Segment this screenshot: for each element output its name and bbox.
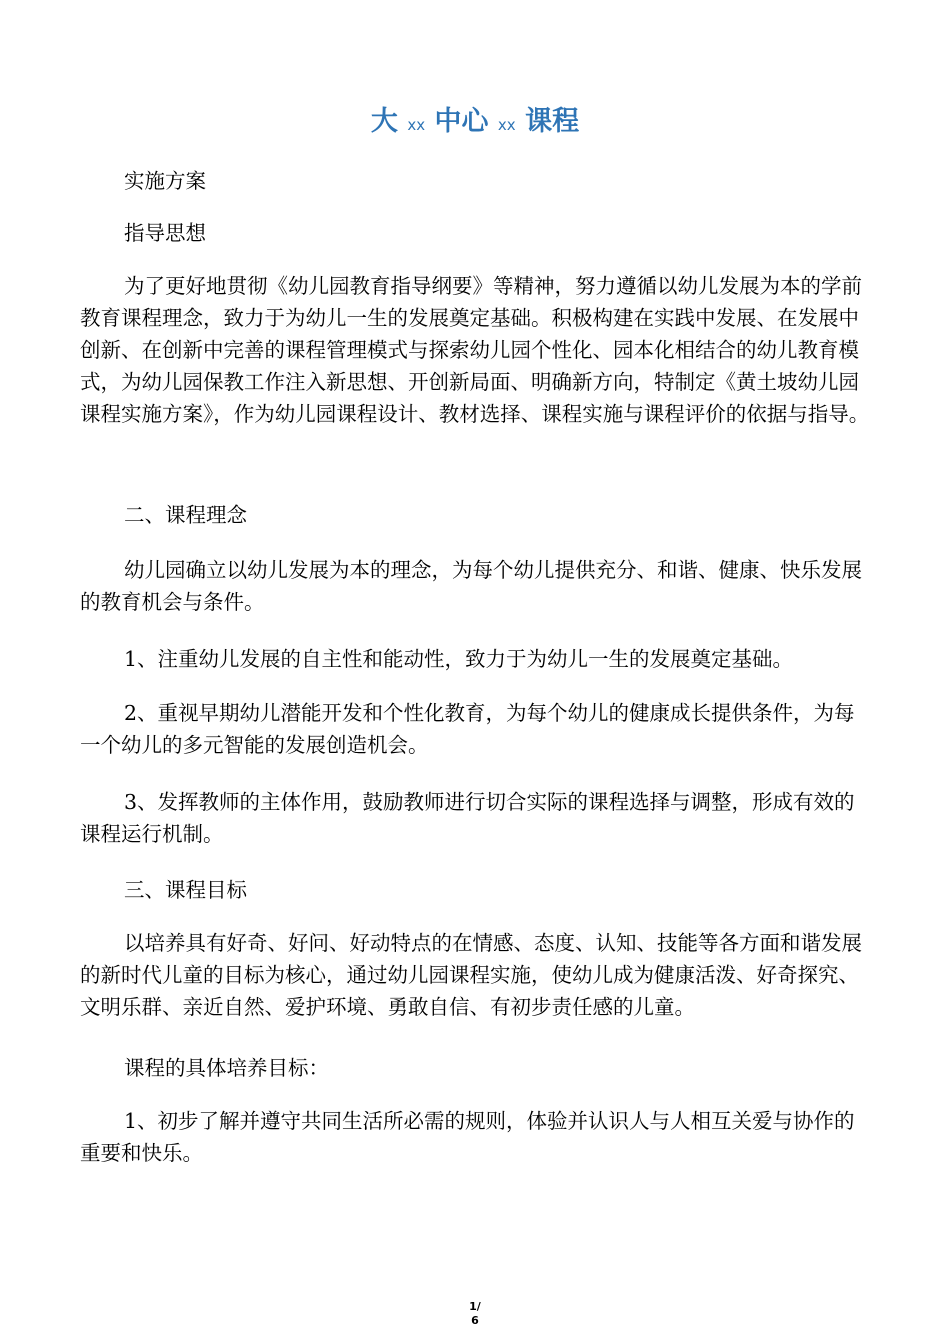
paragraph-concept-item-2: 2、重视早期幼儿潜能开发和个性化教育，为每个幼儿的健康成长提供条件，为每一个幼儿的多元智能的发展创造机会。 [80,701,855,757]
paragraph-intro: 为了更好地贯彻《幼儿园教育指导纲要》等精神，努力遵循以幼儿发展为本的学前教育课程理念，致力于为幼儿一生的发展奠定基础。积极构建在实践中发展、在发展中创新、在创新中完善的课程管理模式与探索幼儿园个性化、园本化相结合的幼儿教育模式，为幼儿园保教工作注入新思想、开创新局面、明确新方向，特制定《黄土坡幼儿园课程实施方案》，作为幼儿园课程设计、教材选择、课程实施与课程评价的依据与指导。 [80,274,870,426]
paragraph-concept-body: 幼儿园确立以幼儿发展为本的理念，为每个幼儿提供充分、和谐、健康、快乐发展的教育机会与条件。 [80,558,862,614]
heading-course-concept: 二、课程理念 [124,503,247,527]
title-part-5: 课程 [525,106,580,137]
heading-course-goals: 三、课程目标 [124,878,247,902]
paragraph-goal-item-1: 1、初步了解并遵守共同生活所必需的规则，体验并认识人与人相互关爱与协作的重要和快乐。 [80,1109,855,1165]
document-title [0,104,950,143]
paragraph-concept-item-3: 3、发挥教师的主体作用，鼓励教师进行切合实际的课程选择与调整，形成有效的课程运行机制。 [80,790,855,846]
paragraph-specific-goals: 课程的具体培养目标： [124,1056,329,1080]
title-part-4: xx [497,116,516,134]
page-number [0,1300,950,1328]
title-part-1: 大 [370,106,398,137]
title-part-2: xx [407,116,426,134]
page-number-line-1: 1/ [469,1300,481,1313]
paragraph-concept-item-1: 1、注重幼儿发展的自主性和能动性，致力于为幼儿一生的发展奠定基础。 [124,647,794,671]
title-part-3: 中心 [434,106,489,137]
paragraph-goals-body: 以培养具有好奇、好问、好动特点的在情感、态度、认知、技能等各方面和谐发展的新时代儿童的目标为核心，通过幼儿园课程实施，使幼儿成为健康活泼、好奇探究、文明乐群、亲近自然、爱护环境、勇敢自信、有初步责任感的儿童。 [80,931,862,1019]
paragraph-implementation-plan: 实施方案 [124,169,206,193]
page-number-line-2: 6 [471,1314,479,1327]
paragraph-guiding-ideology: 指导思想 [124,221,206,245]
